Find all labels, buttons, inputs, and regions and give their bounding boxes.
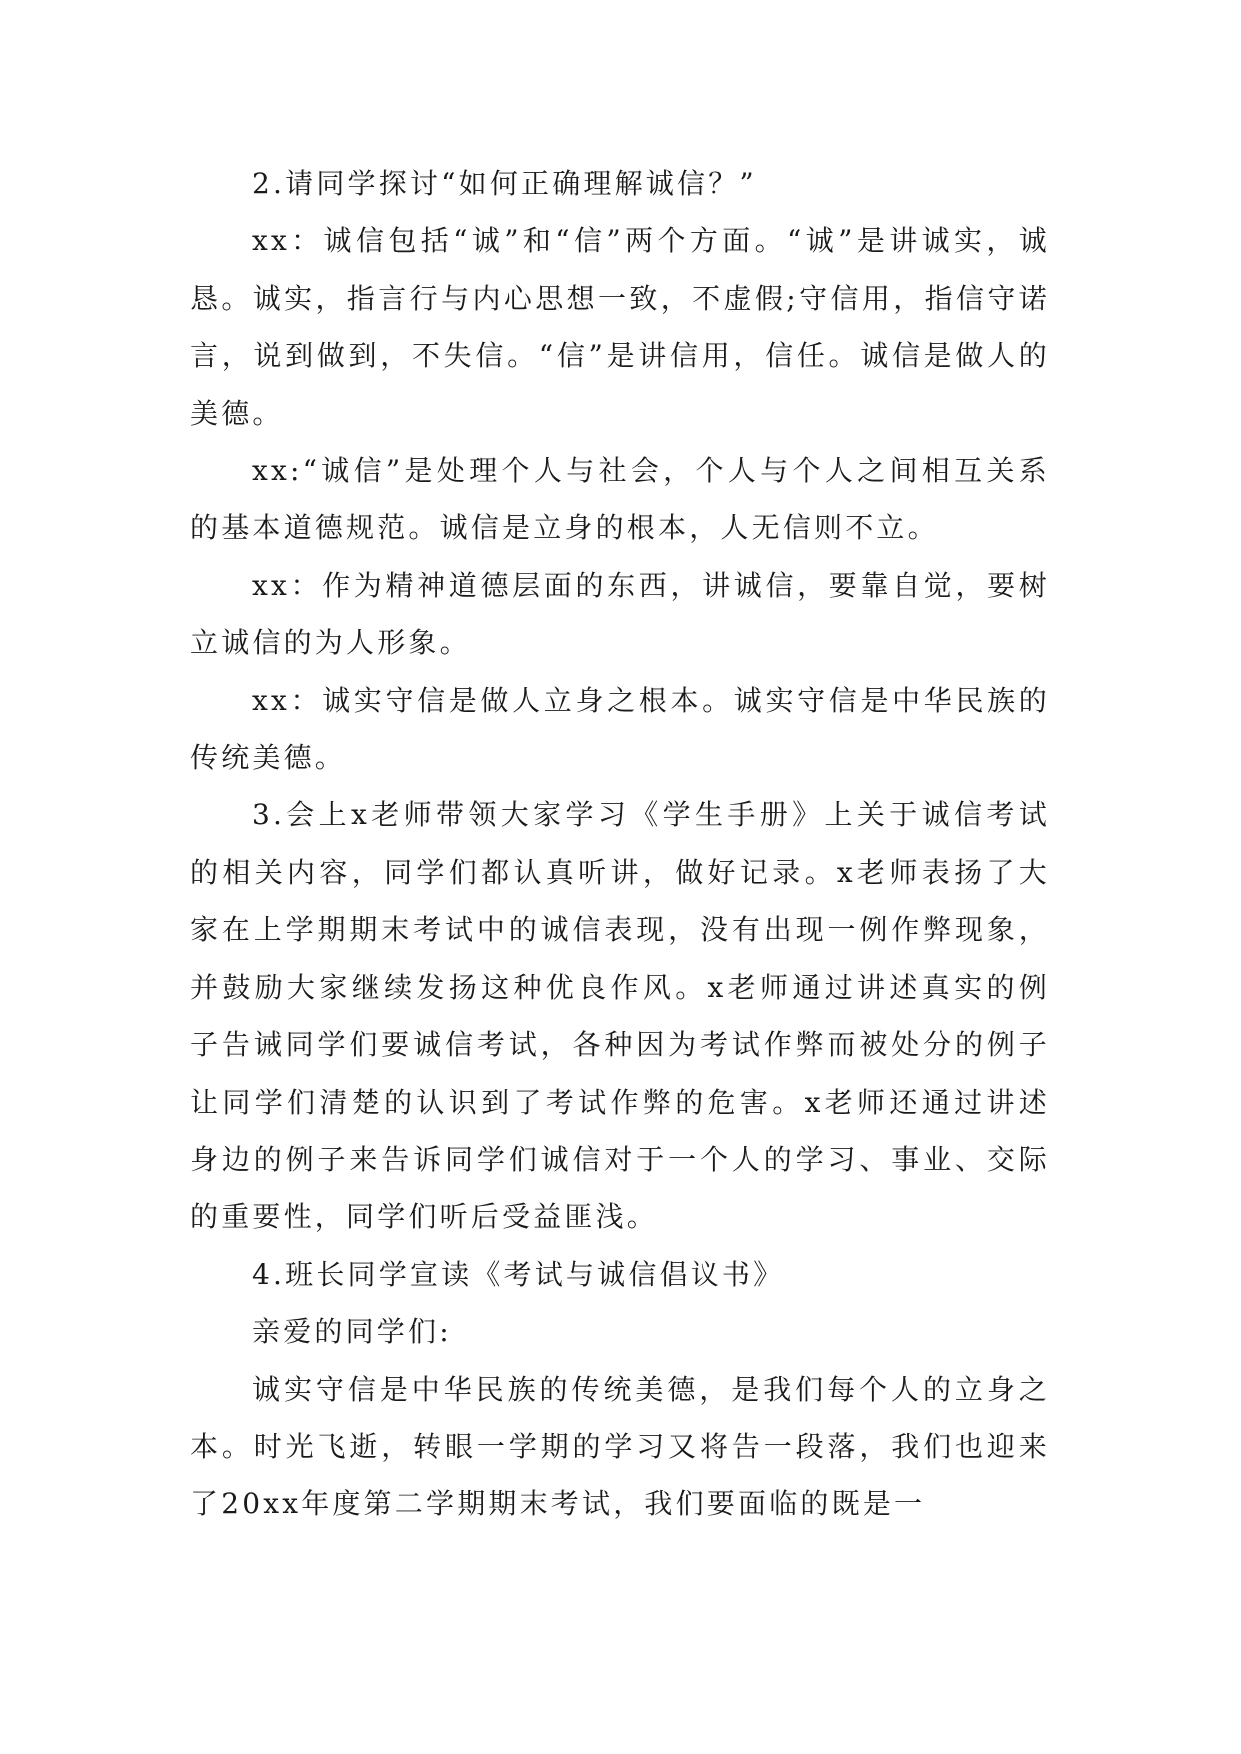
paragraph-answer-2: xx:“诚信”是处理个人与社会，个人与个人之间相互关系的基本道德规范。诚信是立身的根本，人无信则不立。 — [190, 454, 1050, 545]
paragraph-answer-1: xx：诚信包括“诚”和“信”两个方面。“诚”是讲诚实，诚恳。诚实，指言行与内心思想一致，不虚假;守信用，指信守诺言，说到做到，不失信。“信”是讲信用，信任。诚信是做人的美德。 — [190, 224, 1050, 430]
paragraph-proposal-heading: 4.班长同学宣读《考试与诚信倡议书》 — [252, 1257, 785, 1291]
paragraph-teacher-study: 3.会上x老师带领大家学习《学生手册》上关于诚信考试的相关内容，同学们都认真听讲，做好记录。x老师表扬了大家在上学期期末考试中的诚信表现，没有出现一例作弊现象，并鼓励大家继续发扬这种优良作风。x老师通过讲述真实的例子告诫同学们要诚信考试，各种因为考试作弊而被处分的例子让同学们清楚的认识到了考试作弊的危害。x老师还通过讲述身边的例子来告诉同学们诚信对于一个人的学习、事业、交际的重要性，同学们听后受益匪浅。 — [190, 798, 1050, 1234]
paragraph-answer-3: xx：作为精神道德层面的东西，讲诚信，要靠自觉，要树立诚信的为人形象。 — [190, 568, 1050, 660]
paragraph-discussion-prompt: 2.请同学探讨“如何正确理解诚信？” — [252, 167, 757, 200]
paragraph-answer-4: xx：诚实守信是做人立身之根本。诚实守信是中华民族的传统美德。 — [190, 683, 1050, 775]
document-body — [190, 155, 1050, 1533]
paragraph-proposal-body: 诚实守信是中华民族的传统美德，是我们每个人的立身之本。时光飞逝，转眼一学期的学习又将告一段落，我们也迎来了20xx年度第二学期期末考试，我们要面临的既是一 — [190, 1372, 1050, 1521]
paragraph-salutation: 亲爱的同学们: — [252, 1315, 452, 1349]
